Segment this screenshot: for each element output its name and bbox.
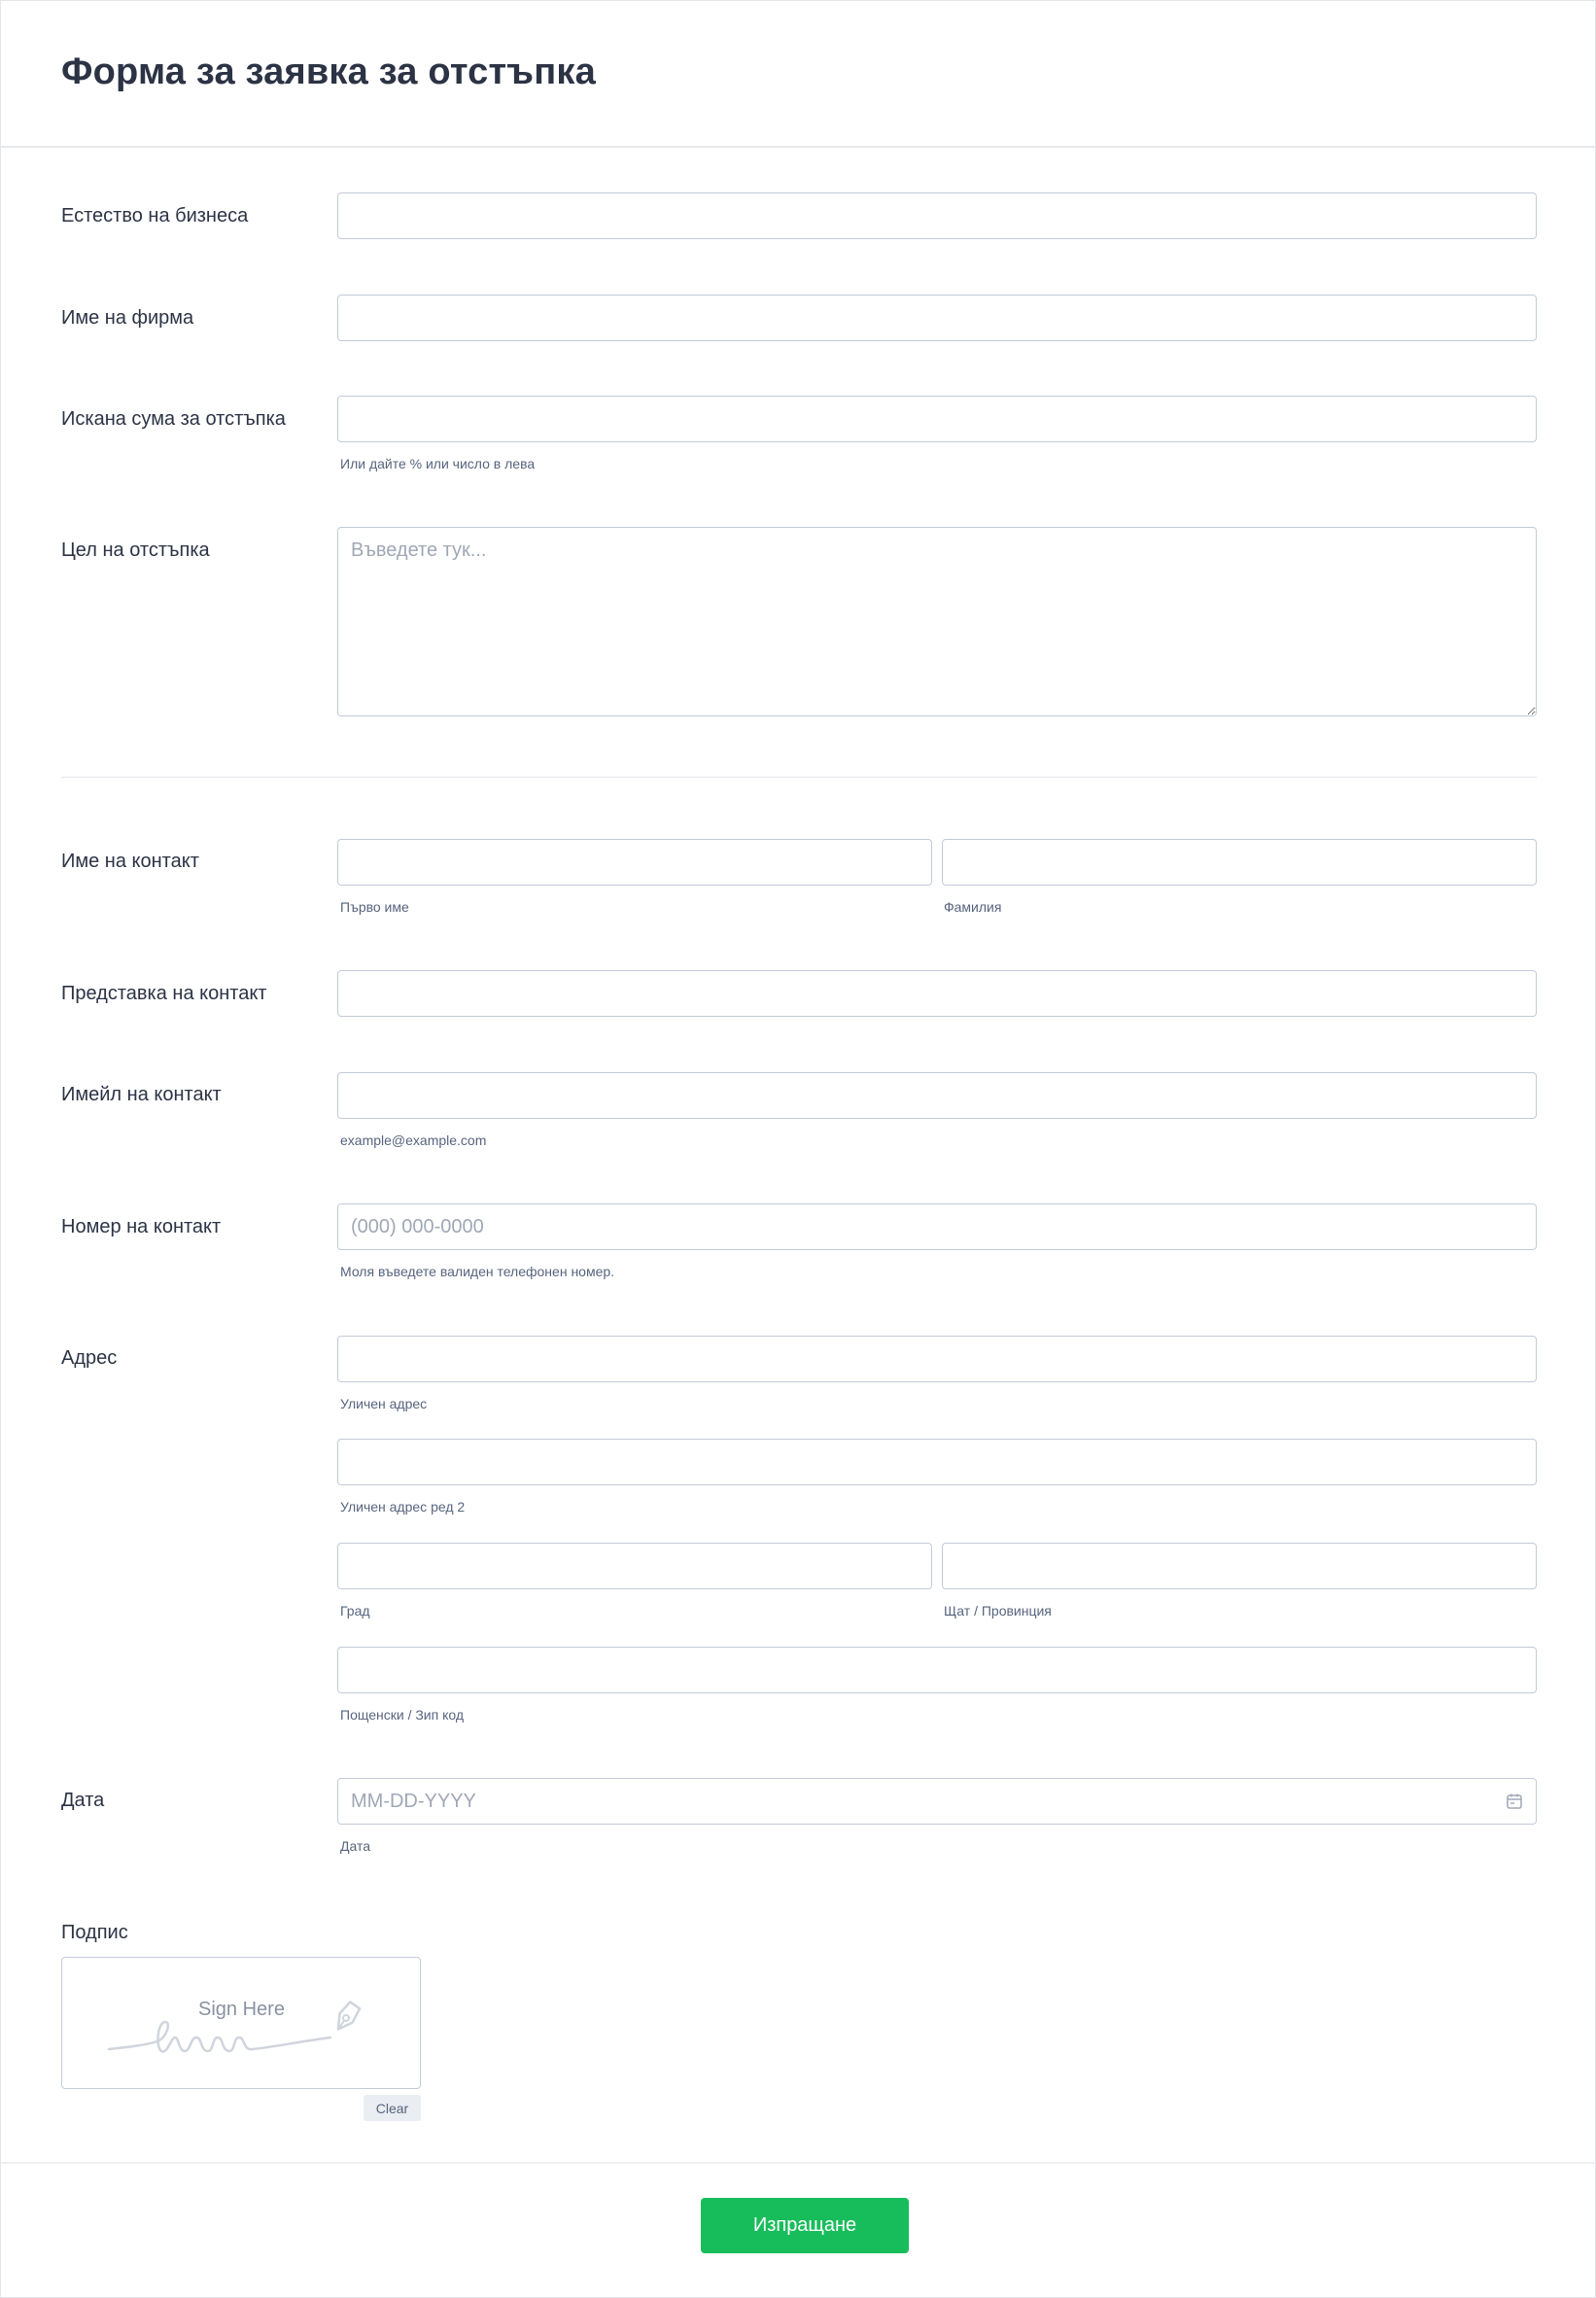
discount-amount-label: Искана сума за отстъпка (61, 408, 286, 430)
discount-purpose-label: Цел на отстъпка (61, 540, 210, 561)
first-name-input[interactable] (337, 839, 932, 886)
contact-email-sublabel: example@example.com (340, 1132, 487, 1148)
discount-amount-sublabel: Или дайте % или число в лева (340, 456, 536, 471)
discount-amount-input[interactable] (337, 396, 1537, 442)
business-nature-label: Естество на бизнеса (61, 205, 249, 226)
contact-intro-label: Представка на контакт (61, 983, 267, 1004)
date-input[interactable] (337, 1778, 1537, 1825)
signature-label: Подпис (61, 1922, 128, 1943)
contact-phone-input[interactable] (337, 1203, 1537, 1250)
address-label: Адрес (61, 1347, 118, 1369)
signature-pad[interactable] (61, 1957, 421, 2089)
contact-name-label: Име на контакт (61, 851, 199, 872)
contact-intro-input[interactable] (337, 970, 1537, 1017)
clear-signature-button[interactable]: Clear (364, 2095, 421, 2121)
state-sublabel: Щат / Провинция (944, 1603, 1052, 1619)
street-address-sublabel: Уличен адрес (340, 1396, 428, 1411)
signature-placeholder: Sign Here (198, 1999, 285, 2020)
contact-phone-label: Номер на контакт (61, 1216, 222, 1237)
street-address-line2-sublabel: Уличен адрес ред 2 (340, 1499, 466, 1515)
footer-divider (1, 2162, 1595, 2164)
form-header (1, 1, 1595, 148)
street-address-input[interactable] (337, 1336, 1537, 1382)
zip-code-sublabel: Пощенски / Зип код (340, 1707, 465, 1723)
business-nature-input[interactable] (337, 192, 1537, 239)
section-divider (61, 777, 1537, 778)
city-input[interactable] (337, 1543, 932, 1589)
page-title: Форма за заявка за отстъпка (61, 52, 596, 92)
date-sublabel: Дата (340, 1838, 371, 1854)
contact-email-input[interactable] (337, 1072, 1537, 1119)
contact-email-label: Имейл на контакт (61, 1084, 222, 1105)
company-name-input[interactable] (337, 295, 1537, 341)
submit-button[interactable]: Изпращане (701, 2198, 909, 2253)
contact-phone-sublabel: Моля въведете валиден телефонен номер. (340, 1264, 615, 1279)
discount-purpose-textarea[interactable] (337, 527, 1537, 716)
first-name-sublabel: Първо име (340, 899, 409, 915)
city-sublabel: Град (340, 1603, 370, 1619)
last-name-sublabel: Фамилия (944, 899, 1002, 915)
last-name-input[interactable] (942, 839, 1537, 886)
date-label: Дата (61, 1790, 105, 1811)
calendar-icon[interactable] (1506, 1793, 1523, 1810)
state-input[interactable] (942, 1543, 1537, 1589)
street-address-line2-input[interactable] (337, 1439, 1537, 1485)
pen-nib-icon (327, 1999, 365, 2037)
zip-code-input[interactable] (337, 1647, 1537, 1693)
company-name-label: Име на фирма (61, 307, 194, 329)
